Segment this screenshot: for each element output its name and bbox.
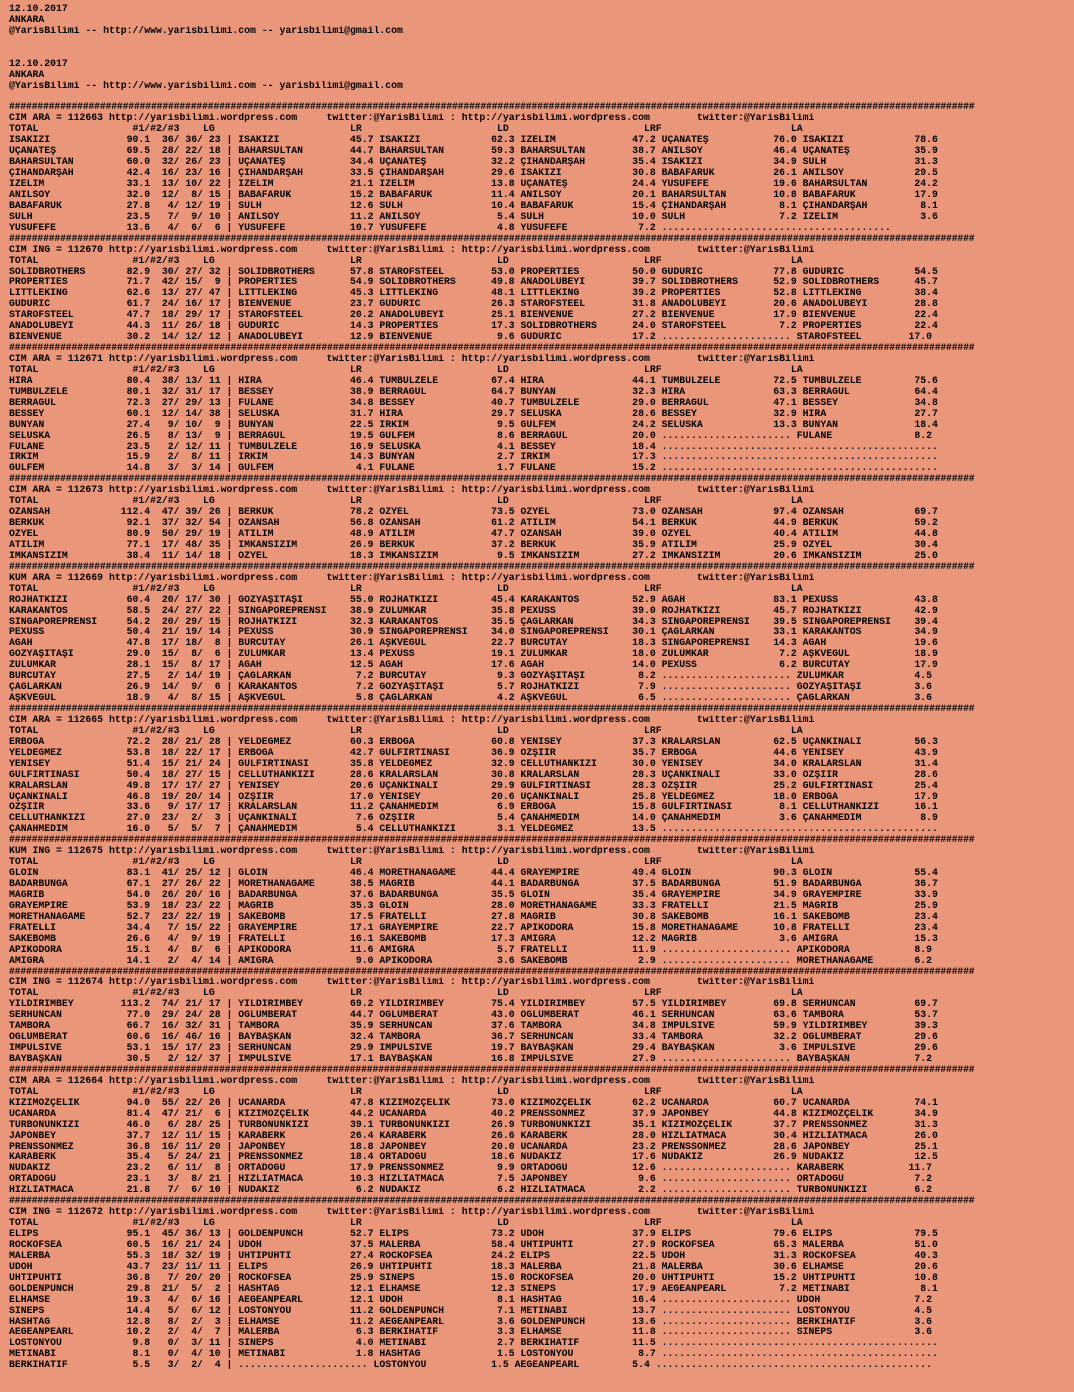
table-row: IRKIM 15.9 2/ 8/ 11 | IRKIM 14.3 BUNYAN 2.7 IRKIM 17.3 ............................................... xyxy=(9,452,938,463)
table-row: ATILIM 77.1 17/ 48/ 35 | İMKANSIZIM 26.9 BERKUK 37.2 BERKUK 35.9 ATILIM 25.9 ÖZYEL 30.4 xyxy=(9,539,938,550)
race-title: CIM ARA = 112671 http://yarisbilimi.wordpress.com twitter:@YarisBilimi : http://yarisbilimi.wordpress.com twitter:@YarisBilimi xyxy=(9,354,815,364)
table-row: ÇİHANDARŞAH 42.4 16/ 23/ 16 | ÇİHANDARŞAH 33.5 ÇİHANDARŞAH 29.6 İSAKIZI 30.8 BABAFARUK 26.1 ANILSOY 29.5 xyxy=(9,168,938,179)
table-row: HASHTAG 12.8 8/ 2/ 3 | ELHAMSE 11.2 AEGEANPEARL 3.6 GOLDENPUNCH 13.6 ...................... BERKIHATIF 3.6 xyxy=(9,1316,933,1327)
table-row: ÇAĞLARKAN 26.9 14/ 9/ 6 | KARAKANTOS 7.2 GÖZYAŞITAŞI 5.7 ROJHATKIZI 7.9 ...................... GÖZYAŞITAŞI 3.6 xyxy=(9,682,933,693)
table-row: NUDAKIZ 23.2 6/ 11/ 8 | ORTADOGU 17.9 PRENSSONMEZ 9.9 ORTADOGU 12.6 ...................... KARABERK 11.7 xyxy=(9,1163,933,1174)
table-row: ÇANAHMEDİM 16.0 5/ 5/ 7 | ÇANAHMEDİM 5.4 CELLUTHANKIZI 3.1 YELDEGMEZ 13.5 ............................................... xyxy=(9,824,938,835)
table-row: TAMBORA 66.7 16/ 32/ 31 | TAMBORA 35.9 SERHUNCAN 37.6 TAMBORA 34.8 IMPULSIVE 59.9 YILDIRIMBEY 39.3 xyxy=(9,1021,938,1032)
section-separator: ########################################################################################################################################################################## xyxy=(9,474,975,485)
table-row: YELDEGMEZ 53.8 18/ 22/ 17 | ERBOGA 42.7 GULFIRTINASI 36.9 ÖZŞİİR 35.7 ERBOGA 44.6 YENİSEY 43.9 xyxy=(9,747,938,758)
table-row: AMIGRA 14.1 2/ 4/ 14 | AMIGRA 9.0 APIKODORA 3.6 SAKEBOMB 2.9 ...................... MORETHANAGAME 6.2 xyxy=(9,955,933,966)
table-row: SAKEBOMB 26.6 4/ 9/ 19 | FRATELLI 16.1 SAKEBOMB 17.3 AMIGRA 12.2 MAGRIB 3.6 AMIGRA 15.3 xyxy=(9,933,938,944)
report-city: ANKARA xyxy=(9,14,45,25)
table-row: BAHARSULTAN 60.0 32/ 26/ 23 | UÇANATEŞ 34.4 UÇANATEŞ 32.2 ÇİHANDARŞAH 35.4 İSAKIZI 34.9 SULH 31.3 xyxy=(9,157,938,168)
report-city-repeat: ANKARA xyxy=(9,69,45,80)
table-row: YILDIRIMBEY 113.2 74/ 21/ 17 | YILDIRIMBEY 69.2 YILDIRIMBEY 75.4 YILDIRIMBEY 57.5 YILDIRIMBEY 69.8 SERHUNCAN 69.7 xyxy=(9,999,938,1010)
column-headers: TOTAL #1/#2/#3 LG LR LD LRF LA xyxy=(9,496,803,507)
table-row: UÇANKINALI 46.8 19/ 20/ 14 | ÖZŞİİR 17.0 YENİSEY 20.6 UÇANKINALI 25.8 YELDEGMEZ 18.0 ERBOGA 17.9 xyxy=(9,791,938,802)
table-row: KARABERK 35.4 5/ 24/ 21 | PRENSSONMEZ 18.4 ORTADOGU 18.6 NUDAKIZ 17.6 NUDAKIZ 26.9 NUDAKIZ 12.5 xyxy=(9,1152,938,1163)
table-row: SOLIDBROTHERS 82.9 30/ 27/ 32 | SOLIDBROTHERS 57.8 STAROFSTEEL 53.0 PROPERTIES 50.0 GUDURIC 77.8 GUDURIC 54.5 xyxy=(9,266,938,277)
table-row: BERRAGÜL 72.3 27/ 29/ 13 | FULANE 34.8 BESSEY 40.7 TUMBULZELE 29.0 BERRAGÜL 47.1 BESSEY 34.8 xyxy=(9,397,938,408)
table-row: ROJHATKIZI 60.4 20/ 17/ 30 | GÖZYAŞITAŞI 55.0 ROJHATKIZI 45.4 KARAKANTOS 52.9 AGAH 83.1 PEXUSS 43.8 xyxy=(9,594,938,605)
table-row: BERKIHATIF 5.5 3/ 2/ 4 | ...................... LOSTONYOU 1.5 AEGEANPEARL 5.4 ............................................... xyxy=(9,1360,933,1371)
table-row: PRENSSONMEZ 36.8 16/ 11/ 20 | JAPONBEY 18.8 JAPONBEY 20.0 UCANARDA 23.2 PRENSSONMEZ 28.6 JAPONBEY 25.1 xyxy=(9,1141,938,1152)
table-row: KIZIMÖZÇELİK 94.0 55/ 22/ 26 | UCANARDA 47.8 KIZIMÖZÇELİK 73.0 KIZIMÖZÇELİK 62.2 UCANARDA 60.7 UCANARDA 74.1 xyxy=(9,1097,938,1108)
table-row: TUMBULZELE 80.1 32/ 31/ 17 | BESSEY 38.9 BERRAGÜL 64.7 BUNYAN 32.3 HIRA 63.3 BERRAGÜL 64.4 xyxy=(9,386,938,397)
section-separator: ########################################################################################################################################################################## xyxy=(9,561,975,572)
blank-line xyxy=(9,92,1074,103)
section-separator: ########################################################################################################################################################################## xyxy=(9,102,975,113)
race-section xyxy=(9,562,1074,704)
table-row: MORETHANAGAME 52.7 23/ 22/ 19 | SAKEBOMB 17.5 FRATELLI 27.8 MAGRIB 30.8 SAKEBOMB 16.1 SAKEBOMB 23.4 xyxy=(9,911,938,922)
table-row: HIRA 80.4 38/ 13/ 11 | HIRA 46.4 TUMBULZELE 67.4 HIRA 44.1 TUMBULZELE 72.5 TUMBULZELE 75.6 xyxy=(9,375,938,386)
table-row: UÇANATEŞ 69.5 28/ 22/ 18 | BAHARSULTAN 44.7 BAHARSULTAN 59.3 BAHARSULTAN 38.7 ANILSOY 46.4 UÇANATEŞ 35.9 xyxy=(9,146,938,157)
table-row: İMKANSIZIM 38.4 11/ 14/ 18 | ÖZYEL 18.3 İMKANSIZIM 9.5 İMKANSIZIM 27.2 İMKANSIZIM 20.6 İMKANSIZIM 25.0 xyxy=(9,550,938,561)
table-row: GRAYEMPIRE 53.9 18/ 23/ 22 | MAGRIB 35.3 GLOIN 28.0 MORETHANAGAME 33.3 FRATELLI 21.5 MAGRIB 25.9 xyxy=(9,900,938,911)
table-row: GLOIN 83.1 41/ 25/ 12 | GLOIN 46.4 MORETHANAGAME 44.4 GRAYEMPIRE 49.4 GLOIN 90.3 GLOIN 55.4 xyxy=(9,868,938,879)
table-row: METINABI 8.1 0/ 4/ 10 | METINABI 1.8 HASHTAG 1.5 LOSTONYOU 8.7 ............................................... xyxy=(9,1349,938,1360)
column-headers: TOTAL #1/#2/#3 LG LR LD LRF LA xyxy=(9,857,803,868)
table-row: ELHAMSE 19.3 4/ 6/ 16 | AEGEANPEARL 12.1 UDOH 8.1 HASHTAG 16.4 ...................... UDOH 7.2 xyxy=(9,1294,933,1305)
table-row: UDOH 43.7 23/ 11/ 11 | ELIPS 26.9 UHTIPUHTI 18.3 MALERBA 21.8 MALERBA 30.6 ELHAMSE 20.6 xyxy=(9,1261,938,1272)
race-section xyxy=(9,234,1074,343)
race-title: CIM ARA = 112663 http://yarisbilimi.wordpress.com twitter:@YarisBilimi : http://yarisbilimi.wordpress.com twitter:@YarisBilimi xyxy=(9,113,815,124)
column-headers: TOTAL #1/#2/#3 LG LR LD LRF LA xyxy=(9,583,803,594)
blank-line xyxy=(9,48,1074,59)
race-title: CIM ARA = 112673 http://yarisbilimi.wordpress.com twitter:@YarisBilimi : http://yarisbilimi.wordpress.com twitter:@YarisBilimi xyxy=(9,485,815,496)
table-row: ROCKOFSEA 60.5 16/ 21/ 24 | UDOH 37.5 MALERBA 58.4 UHTIPUHTI 27.9 ROCKOFSEA 65.3 MALERBA 51.0 xyxy=(9,1239,938,1250)
table-row: FULANE 23.5 2/ 12/ 11 | TUMBULZELE 16.9 SELUSKA 4.1 BESSEY 18.4 ............................................... xyxy=(9,441,938,452)
report-date-repeat: 12.10.2017 xyxy=(9,58,68,69)
race-title: CIM ING = 112674 http://yarisbilimi.wordpress.com twitter:@YarisBilimi : http://yarisbilimi.wordpress.com twitter:@YarisBilimi xyxy=(9,977,815,988)
table-row: KRALARSLAN 49.8 17/ 17/ 27 | YENİSEY 20.6 UÇANKINALI 29.9 GULFIRTINASI 28.3 ÖZŞİİR 25.2 GULFIRTINASI 25.4 xyxy=(9,780,938,791)
report-contact: @YarisBilimi -- http://www.yarisbilimi.com -- yarisbilimi@gmail.com xyxy=(9,25,403,36)
table-row: BURCUTAY 27.5 2/ 14/ 19 | ÇAĞLARKAN 7.2 BURCUTAY 9.3 GÖZYAŞITAŞI 8.2 ...................... ZULUMKAR 4.5 xyxy=(9,671,933,682)
column-headers: TOTAL #1/#2/#3 LG LR LD LRF LA xyxy=(9,1086,803,1097)
table-row: SELUSKA 26.5 8/ 13/ 9 | BERRAGÜL 19.5 GULFEM 8.6 BERRAGÜL 20.0 ...................... FULANE 8.2 xyxy=(9,430,933,441)
race-section xyxy=(9,1196,1074,1371)
race-section xyxy=(9,474,1074,562)
table-row: AGAH 47.8 17/ 18/ 8 | BURCUTAY 26.1 AŞKVEGÜL 22.7 BURCUTAY 18.3 SINGAPOREPRENSİ 14.3 AGAH 19.6 xyxy=(9,638,938,649)
table-row: BAYBAŞKAN 30.5 2/ 12/ 37 | IMPULSIVE 17.1 BAYBAŞKAN 16.8 IMPULSIVE 27.9 ...................... BAYBAŞKAN 7.2 xyxy=(9,1054,933,1064)
table-row: BABAFARUK 27.8 4/ 12/ 19 | SULH 12.6 SULH 10.4 BABAFARUK 15.4 ÇİHANDARŞAH 8.1 ÇİHANDARŞAH 8.1 xyxy=(9,200,938,211)
section-separator: ########################################################################################################################################################################## xyxy=(9,966,975,977)
race-section xyxy=(9,835,1074,966)
table-row: AEGEANPEARL 10.2 2/ 4/ 7 | MALERBA 6.3 BERKIHATIF 3.3 ELHAMSE 11.8 ...................... SINEPS 3.6 xyxy=(9,1327,933,1338)
table-row: CELLUTHANKIZI 27.0 23/ 2/ 3 | UÇANKINALI 7.6 ÖZŞİİR 5.4 ÇANAHMEDİM 14.0 ÇANAHMEDİM 3.6 ÇANAHMEDİM 8.9 xyxy=(9,813,938,824)
section-separator: ########################################################################################################################################################################## xyxy=(9,1196,975,1207)
table-row: STAROFSTEEL 47.7 18/ 29/ 17 | STAROFSTEEL 20.2 ANADOLUBEYİ 25.1 BIENVENUE 27.2 BIENVENUE 17.9 BIENVENUE 22.4 xyxy=(9,310,938,321)
column-headers: TOTAL #1/#2/#3 LG LR LD LRF LA xyxy=(9,1218,803,1229)
table-row: UCANARDA 81.4 47/ 21/ 6 | KIZIMÖZÇELİK 44.2 UCANARDA 40.2 PRENSSONMEZ 37.9 JAPONBEY 44.8 KIZIMÖZÇELİK 34.9 xyxy=(9,1108,938,1119)
section-separator: ########################################################################################################################################################################## xyxy=(9,343,975,354)
table-row: MALERBA 55.3 18/ 32/ 19 | UHTIPUHTI 27.4 ROCKOFSEA 24.2 ELIPS 22.5 UDOH 31.3 ROCKOFSEA 40.3 xyxy=(9,1250,938,1261)
table-row: SINGAPOREPRENSİ 54.2 20/ 29/ 15 | ROJHATKIZI 32.3 KARAKANTOS 35.5 ÇAĞLARKAN 34.3 SINGAPOREPRENSİ 39.5 SINGAPOREPRENSİ 39.4 xyxy=(9,616,938,627)
table-row: BADARBUNGA 67.1 27/ 26/ 22 | MORETHANAGAME 38.5 MAGRIB 44.1 BADARBUNGA 37.5 BADARBUNGA 51.9 BADARBUNGA 36.7 xyxy=(9,879,938,889)
table-row: GUDURIC 61.7 24/ 16/ 17 | BIENVENUE 23.7 GUDURIC 26.3 STAROFSTEEL 31.8 ANADOLUBEYİ 20.6 ANADOLUBEYİ 28.8 xyxy=(9,299,938,310)
section-separator: ########################################################################################################################################################################## xyxy=(9,1064,975,1075)
blank-line xyxy=(9,37,1074,48)
race-title: CIM ARA = 112665 http://yarisbilimi.wordpress.com twitter:@YarisBilimi : http://yarisbilimi.wordpress.com twitter:@YarisBilimi xyxy=(9,714,815,725)
race-title: CIM ING = 112670 http://yarisbilimi.wordpress.com twitter:@YarisBilimi : http://yarisbilimi.wordpress.com twitter:@YarisBilimi xyxy=(9,244,815,255)
table-row: TURBONUNKIZI 46.0 6/ 28/ 25 | TURBONUNKIZI 39.1 TURBONUNKIZI 26.9 TURBONUNKIZI 35.1 KIZIMÖZÇELİK 37.7 PRENSSONMEZ 31.3 xyxy=(9,1119,938,1130)
report-contact-repeat: @YarisBilimi -- http://www.yarisbilimi.com -- yarisbilimi@gmail.com xyxy=(9,80,403,91)
race-title: CIM ARA = 112664 http://yarisbilimi.wordpress.com twitter:@YarisBilimi : http://yarisbilimi.wordpress.com twitter:@YarisBilimi xyxy=(9,1075,815,1086)
table-row: UHTIPUHTI 36.8 7/ 20/ 20 | ROCKOFSEA 25.9 SINEPS 15.0 ROCKOFSEA 20.0 UHTIPUHTI 15.2 UHTIPUHTI 10.8 xyxy=(9,1272,938,1283)
table-row: IMPULSIVE 53.1 15/ 17/ 23 | SERHUNCAN 29.9 IMPULSIVE 19.7 BAYBAŞKAN 29.4 BAYBAŞKAN 3.6 IMPULSIVE 29.6 xyxy=(9,1043,938,1054)
section-separator: ########################################################################################################################################################################## xyxy=(9,233,975,244)
table-row: YENİSEY 51.4 15/ 21/ 24 | GULFIRTINASI 35.8 YELDEGMEZ 32.9 CELLUTHANKIZI 30.0 YENİSEY 34.0 KRALARSLAN 31.4 xyxy=(9,758,938,769)
table-row: MAGRIB 54.0 26/ 20/ 16 | BADARBUNGA 37.6 BADARBUNGA 35.5 GLOIN 35.4 GRAYEMPIRE 34.9 GRAYEMPIRE 33.9 xyxy=(9,889,938,900)
table-row: GOLDENPUNCH 29.8 21/ 5/ 2 | HASHTAG 12.1 ELHAMSE 12.3 SINEPS 17.9 AEGEANPEARL 7.2 METINABI 8.1 xyxy=(9,1283,938,1294)
table-row: GULFIRTINASI 50.4 18/ 27/ 15 | CELLUTHANKIZI 28.6 KRALARSLAN 30.8 KRALARSLAN 28.3 UÇANKINALI 33.0 ÖZŞİİR 28.6 xyxy=(9,769,938,780)
table-row: KARAKANTOS 58.5 24/ 27/ 22 | SINGAPOREPRENSİ 38.9 ZULUMKAR 35.8 PEXUSS 39.0 ROJHATKIZI 45.7 ROJHATKIZI 42.9 xyxy=(9,605,938,616)
table-row: OZANSAH 112.4 47/ 39/ 26 | BERKUK 78.2 ÖZYEL 73.5 ÖZYEL 73.0 OZANSAH 97.4 OZANSAH 69.7 xyxy=(9,507,938,518)
table-row: GULFEM 14.8 3/ 3/ 14 | GULFEM 4.1 FULANE 1.7 FULANE 15.2 ............................................... xyxy=(9,463,938,474)
table-row: GÖZYAŞITAŞI 29.0 15/ 8/ 6 | ZULUMKAR 13.4 PEXUSS 19.1 ZULUMKAR 18.0 ZULUMKAR 7.2 AŞKVEGÜL 18.9 xyxy=(9,649,938,660)
race-title: KUM ING = 112675 http://yarisbilimi.wordpress.com twitter:@YarisBilimi : http://yarisbilimi.wordpress.com twitter:@YarisBilimi xyxy=(9,846,815,857)
table-row: BESSEY 60.1 12/ 14/ 38 | SELUSKA 31.7 HIRA 29.7 SELUSKA 28.6 BESSEY 32.9 HIRA 27.7 xyxy=(9,408,938,419)
table-row: ANILSOY 32.0 12/ 8/ 15 | BABAFARUK 15.2 BABAFARUK 11.4 ANILSOY 20.1 BAHARSULTAN 10.8 BABAFARUK 17.9 xyxy=(9,189,938,200)
column-headers: TOTAL #1/#2/#3 LG LR LD LRF LA xyxy=(9,725,803,736)
table-row: ORTADOGU 23.1 3/ 8/ 21 | HIZLIATMACA 10.3 HIZLIATMACA 7.5 JAPONBEY 9.6 ...................... ORTADOGU 7.2 xyxy=(9,1174,933,1185)
table-row: BIENVENUE 30.2 14/ 12/ 12 | ANADOLUBEYİ 12.9 BIENVENUE 9.6 GUDURIC 17.2 ...................... STAROFSTEEL 17.0 xyxy=(9,332,933,343)
table-row: ÖZŞİİR 33.6 9/ 17/ 17 | KRALARSLAN 11.2 ÇANAHMEDİM 6.9 ERBOGA 15.8 GULFIRTINASI 8.1 CELLUTHANKIZI 16.1 xyxy=(9,802,938,813)
table-row: LITTLEKING 62.6 13/ 27/ 47 | LITTLEKING 45.3 LITTLEKING 48.1 LITTLEKING 39.2 PROPERTIES 52.8 LITTLEKING 38.4 xyxy=(9,288,938,299)
table-row: APIKODORA 15.1 4/ 8/ 6 | APIKODORA 11.6 AMIGRA 5.7 FRATELLI 11.9 ...................... APIKODORA 8.9 xyxy=(9,944,933,955)
table-row: FRATELLI 34.4 7/ 15/ 22 | GRAYEMPIRE 17.1 GRAYEMPIRE 22.7 APIKODORA 15.8 MORETHANAGAME 10.8 FRATELLI 23.4 xyxy=(9,922,938,933)
table-row: OGLUMBERAT 60.6 16/ 46/ 16 | BAYBAŞKAN 32.4 TAMBORA 36.7 SERHUNCAN 33.4 TAMBORA 32.2 OGLUMBERAT 29.6 xyxy=(9,1032,938,1043)
section-separator: ########################################################################################################################################################################## xyxy=(9,704,975,714)
table-row: SINEPS 14.4 5/ 6/ 12 | LOSTONYOU 11.2 GOLDENPUNCH 7.1 METINABI 13.7 ...................... LOSTONYOU 4.5 xyxy=(9,1305,933,1316)
table-row: BERKUK 92.1 37/ 32/ 54 | OZANSAH 56.8 OZANSAH 61.2 ATILIM 54.1 BERKUK 44.9 BERKUK 59.2 xyxy=(9,518,938,529)
table-row: ELIPS 95.1 45/ 36/ 13 | GOLDENPUNCH 52.7 ELIPS 73.2 UDOH 37.9 ELIPS 79.6 ELIPS 79.5 xyxy=(9,1229,938,1239)
report-date: 12.10.2017 xyxy=(9,4,68,14)
race-title: KUM ARA = 112669 http://yarisbilimi.wordpress.com twitter:@YarisBilimi : http://yarisbilimi.wordpress.com twitter:@YarisBilimi xyxy=(9,572,815,583)
table-row: PROPERTIES 71.7 42/ 15/ 9 | PROPERTIES 54.9 SOLIDBROTHERS 49.8 ANADOLUBEYİ 39.7 SOLIDBROTHERS 52.9 SOLIDBROTHERS 45.7 xyxy=(9,277,938,288)
table-row: ÖZYEL 80.9 50/ 29/ 19 | ATILIM 48.9 ATILIM 47.7 OZANSAH 39.0 ÖZYEL 40.4 ATILIM 44.8 xyxy=(9,529,938,539)
race-section xyxy=(9,704,1074,835)
table-row: YUSUFEFE 13.6 4/ 6/ 6 | YUSUFEFE 10.7 YUSUFEFE 4.8 YUSUFEFE 7.2 ....................................... xyxy=(9,222,891,233)
column-headers: TOTAL #1/#2/#3 LG LR LD LRF LA xyxy=(9,988,803,999)
table-row: SULH 23.5 7/ 9/ 10 | ANILSOY 11.2 ANILSOY 5.4 SULH 10.0 SULH 7.2 İZELİM 3.6 xyxy=(9,211,938,222)
race-section xyxy=(9,343,1074,474)
race-sections xyxy=(9,102,1074,1371)
race-section xyxy=(9,967,1074,1065)
table-row: ERBOGA 72.2 28/ 21/ 28 | YELDEGMEZ 60.3 ERBOGA 60.8 YENİSEY 37.3 KRALARSLAN 62.5 UÇANKINALI 56.3 xyxy=(9,736,938,747)
table-row: JAPONBEY 37.7 12/ 11/ 15 | KARABERK 26.4 KARABERK 26.6 KARABERK 28.0 HIZLIATMACA 30.4 HIZLIATMACA 26.0 xyxy=(9,1130,938,1141)
table-row: BUNYAN 27.4 9/ 10/ 9 | BUNYAN 22.5 IRKIM 9.5 GULFEM 24.2 SELUSKA 13.3 BUNYAN 18.4 xyxy=(9,419,938,430)
table-row: ZULUMKAR 28.1 15/ 8/ 17 | AGAH 12.5 AGAH 17.6 AGAH 14.0 PEXUSS 6.2 BURCUTAY 17.9 xyxy=(9,660,938,671)
table-row: SERHUNCAN 77.0 29/ 24/ 28 | OGLUMBERAT 44.7 OGLUMBERAT 43.0 OGLUMBERAT 46.1 SERHUNCAN 63.6 TAMBORA 53.7 xyxy=(9,1010,938,1021)
table-row: HIZLIATMACA 21.8 7/ 6/ 10 | NUDAKIZ 6.2 NUDAKIZ 6.2 HIZLIATMACA 2.2 ...................... TURBONUNKIZI 6.2 xyxy=(9,1185,933,1196)
race-title: CIM ING = 112672 http://yarisbilimi.wordpress.com twitter:@YarisBilimi : http://yarisbilimi.wordpress.com twitter:@YarisBilimi xyxy=(9,1207,815,1218)
race-section xyxy=(9,102,1074,233)
race-section xyxy=(9,1065,1074,1196)
column-headers: TOTAL #1/#2/#3 LG LR LD LRF LA xyxy=(9,124,803,135)
table-row: LOSTONYOU 9.8 0/ 3/ 11 | SINEPS 4.0 METINABI 2.7 BERKIHATIF 11.5 ............................................... xyxy=(9,1338,938,1349)
column-headers: TOTAL #1/#2/#3 LG LR LD LRF LA xyxy=(9,255,803,266)
table-row: İSAKIZI 90.1 36/ 36/ 23 | İSAKIZI 45.7 İSAKIZI 62.3 İZELİM 47.2 UÇANATEŞ 76.0 İSAKIZI 78.6 xyxy=(9,135,938,146)
section-separator: ########################################################################################################################################################################## xyxy=(9,835,975,846)
table-row: PEXUSS 50.4 21/ 19/ 14 | PEXUSS 30.9 SINGAPOREPRENSİ 34.0 SINGAPOREPRENSİ 30.1 ÇAĞLARKAN 33.1 KARAKANTOS 34.9 xyxy=(9,627,938,638)
table-row: İZELİM 33.1 13/ 10/ 22 | İZELİM 21.1 İZELİM 13.8 UÇANATEŞ 24.4 YUSUFEFE 19.6 BAHARSULTAN 24.2 xyxy=(9,179,938,189)
column-headers: TOTAL #1/#2/#3 LG LR LD LRF LA xyxy=(9,364,803,375)
table-row: ANADOLUBEYİ 44.3 11/ 26/ 18 | GUDURIC 14.3 PROPERTIES 17.3 SOLIDBROTHERS 24.0 STAROFSTEEL 7.2 PROPERTIES 22.4 xyxy=(9,321,938,332)
table-row: AŞKVEGÜL 18.9 4/ 8/ 15 | AŞKVEGÜL 5.8 ÇAĞLARKAN 4.2 AŞKVEGÜL 6.5 ...................... ÇAĞLARKAN 3.6 xyxy=(9,693,933,704)
